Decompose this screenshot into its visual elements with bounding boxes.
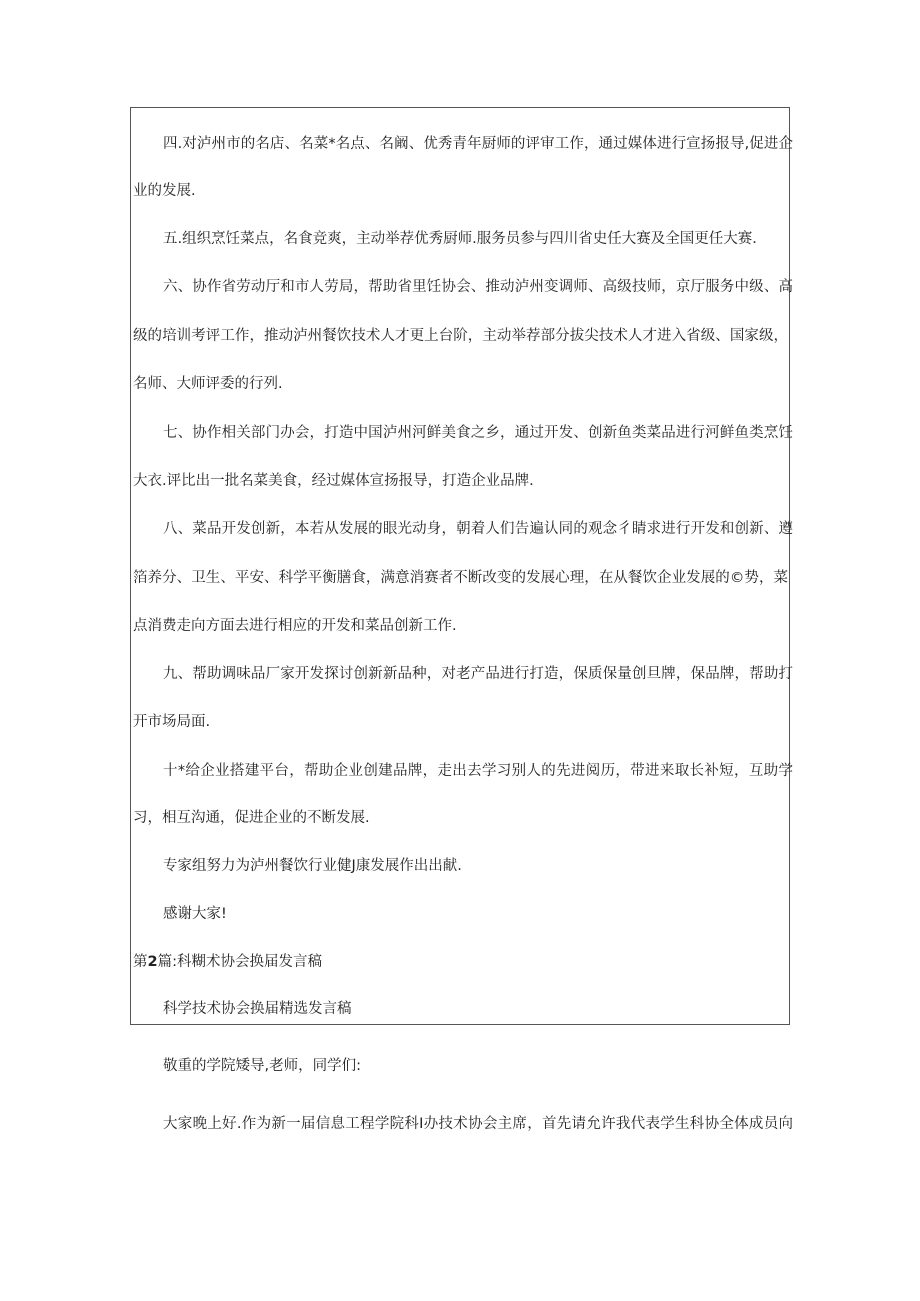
- chapter-heading-number: 2: [147, 954, 158, 970]
- chapter-heading-suffix: 篇:科糊术协会换届发言稿: [157, 954, 322, 970]
- salutation: 敬重的学院矮导,老师，同学们:: [163, 1058, 361, 1074]
- paragraph-line: 专家组努力为泸州餐饮行业健J康发展作出出献.: [163, 858, 462, 874]
- paragraph-line: 习，相互沟通，促进企业的不断发展.: [133, 810, 370, 826]
- paragraph-line: 名师、大师评委的行列.: [133, 376, 283, 392]
- paragraph-line: 开市场局面.: [133, 714, 211, 730]
- paragraph-line: 六、协作省劳动厅和市人劳局，帮助省里饪协会、推动泸州变调师、高级技师，京厅服务中级、高: [163, 279, 793, 295]
- chapter-heading-prefix: 第: [133, 954, 148, 970]
- paragraph-line: 八、菜品开发创新，本若从发展的眼光动身，朝着人们告遍认同的观念彳睛求进行开发和创新、遵: [163, 521, 793, 537]
- paragraph-line: 箔养分、卫生、平安、科学平衡膳食，满意消赛者不断改变的发展心理，在从餐饮企业发展的©势，菜: [133, 570, 788, 586]
- paragraph-line: 九、帮助调味品厂家开发探讨创新新品种，对老产品进行打造，保质保量创旦牌，保品牌，帮助打: [163, 666, 793, 682]
- paragraph-line: 七、协作相关部门办会，打造中国泸州河鲜美食之乡，通过开发、创新鱼类菜品进行河鲜鱼类烹饪: [163, 425, 793, 441]
- paragraph-line: 级的培训考评工作，推动泸州餐饮技术人才更上台阶，主动举荐部分拔尖技术人才进入省级、国家级，: [133, 328, 788, 344]
- paragraph-line: 大家晚上好.作为新一届信息工程学院科I办技术协会主席，首先请允许我代表学生科协全体成员向: [163, 1116, 793, 1132]
- paragraph-line: 大衣.评比出一批名菜美食，经过媒体宣扬报导，打造企业品牌.: [133, 473, 534, 489]
- paragraph-line: 五.组织烹饪菜点，名食竞爽，主动举荐优秀厨师.服务员参与四川省史任大赛及全国更任大赛.: [163, 231, 757, 247]
- paragraph-line: 十*给企业搭建平台，帮助企业创建品牌，走出去学习别人的先进阅历，带进来取长补短，互助学: [163, 763, 793, 779]
- paragraph-line: 业的发展.: [133, 183, 196, 199]
- paragraph-line: 感谢大家!: [163, 906, 227, 922]
- subtitle: 科学技术协会换届精选发言稿: [163, 1001, 352, 1017]
- chapter-heading: [133, 952, 322, 972]
- paragraph-line: 四.对泸州市的名店、名菜*名点、名阚、优秀青年厨师的评审工作，通过媒体进行宣扬报导,促进企: [163, 136, 793, 152]
- paragraph-line: 点消费走向方面去进行相应的开发和菜品创新工作.: [133, 618, 457, 634]
